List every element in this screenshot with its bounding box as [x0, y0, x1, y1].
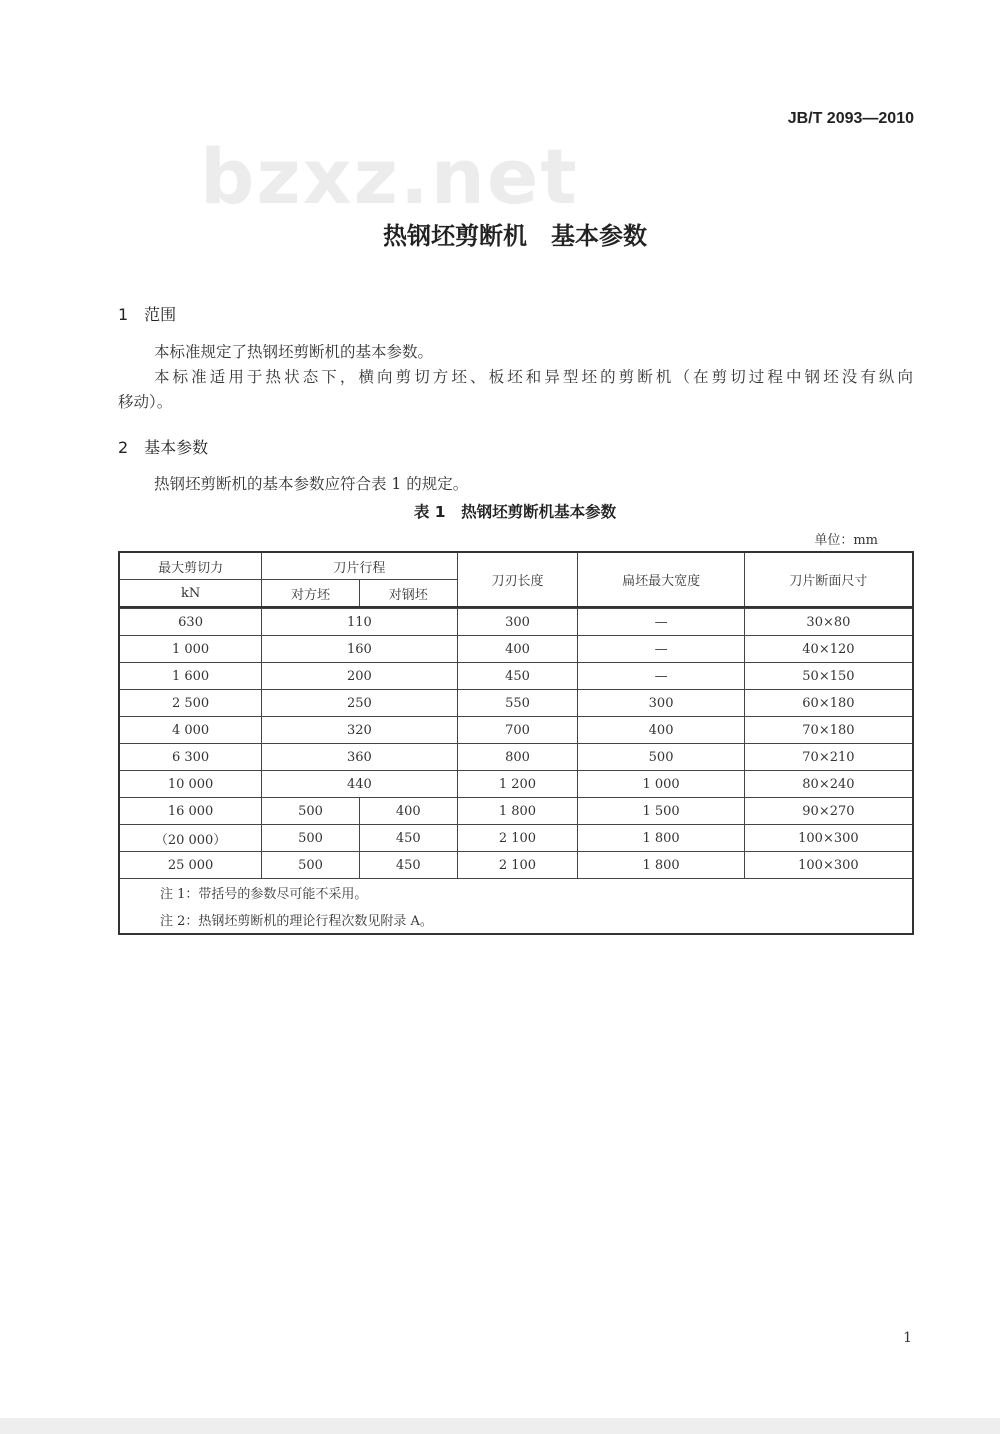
cell-stroke-square: 500: [262, 798, 360, 825]
watermark: bzxz.net: [200, 132, 579, 221]
cell-blade-section: 50×150: [744, 663, 913, 690]
cell-blade-section: 100×300: [744, 825, 913, 852]
cell-slab-width: 400: [578, 717, 745, 744]
bottom-bar: [0, 1418, 1000, 1434]
table-row: [119, 825, 913, 852]
paragraph: 热钢坯剪断机的基本参数应符合表 1 的规定。: [154, 475, 469, 493]
cell-blade-section: 60×180: [744, 690, 913, 717]
cell-blade-length: 2 100: [457, 852, 578, 879]
cell-blade-section: 30×80: [744, 609, 913, 636]
header-stroke: 刀片行程: [262, 552, 458, 580]
cell-force: 6 300: [119, 744, 262, 771]
cell-slab-width: 1 000: [578, 771, 745, 798]
cell-blade-length: 800: [457, 744, 578, 771]
paragraph: 本标准适用于热状态下，横向剪切方坯、板坯和异型坯的剪断机（在剪切过程中钢坯没有纵向: [154, 368, 913, 386]
cell-slab-width: 300: [578, 690, 745, 717]
cell-blade-length: 300: [457, 609, 578, 636]
header-force-unit: kN: [119, 580, 262, 608]
cell-force: 1 600: [119, 663, 262, 690]
cell-blade-section: 80×240: [744, 771, 913, 798]
table-note: 注 2：热钢坯剪断机的理论行程次数见附录 A。: [119, 906, 913, 934]
table-row: [119, 771, 913, 798]
cell-stroke-steel: 450: [359, 852, 457, 879]
section-1-heading: 1 范围: [118, 305, 177, 324]
cell-blade-length: 1 200: [457, 771, 578, 798]
cell-blade-length: 2 100: [457, 825, 578, 852]
header-force: 最大剪切力: [119, 552, 262, 580]
cell-blade-length: 1 800: [457, 798, 578, 825]
header-slab-width: 扁坯最大宽度: [578, 552, 745, 607]
cell-blade-length: 550: [457, 690, 578, 717]
cell-stroke: 200: [262, 663, 458, 690]
cell-slab-width: —: [578, 636, 745, 663]
cell-stroke: 440: [262, 771, 458, 798]
table-row: [119, 717, 913, 744]
cell-stroke: 110: [262, 609, 458, 636]
cell-slab-width: —: [578, 663, 745, 690]
cell-blade-section: 100×300: [744, 852, 913, 879]
table-row: [119, 852, 913, 879]
section-2-heading: 2 基本参数: [118, 438, 209, 457]
cell-force: 10 000: [119, 771, 262, 798]
cell-blade-section: 90×270: [744, 798, 913, 825]
cell-stroke: 320: [262, 717, 458, 744]
cell-force: 16 000: [119, 798, 262, 825]
cell-stroke-steel: 450: [359, 825, 457, 852]
table-row: [119, 636, 913, 663]
header-stroke-square: 对方坯: [262, 580, 360, 608]
paragraph: 本标准规定了热钢坯剪断机的基本参数。: [154, 343, 434, 361]
cell-force: 25 000: [119, 852, 262, 879]
cell-force: （20 000）: [119, 825, 262, 852]
table-row: [119, 744, 913, 771]
cell-stroke: 250: [262, 690, 458, 717]
cell-blade-section: 70×180: [744, 717, 913, 744]
section-1-body: [118, 340, 913, 415]
standard-number: JB/T 2093—2010: [787, 110, 914, 127]
cell-force: 4 000: [119, 717, 262, 744]
cell-stroke: 360: [262, 744, 458, 771]
cell-blade-length: 450: [457, 663, 578, 690]
header-stroke-steel: 对钢坯: [359, 580, 457, 608]
table-row: [119, 609, 913, 636]
cell-blade-section: 70×210: [744, 744, 913, 771]
cell-stroke: 160: [262, 636, 458, 663]
cell-stroke-square: 500: [262, 825, 360, 852]
cell-blade-section: 40×120: [744, 636, 913, 663]
cell-force: 1 000: [119, 636, 262, 663]
cell-slab-width: —: [578, 609, 745, 636]
page-number: 1: [903, 1330, 912, 1346]
table-row: [119, 798, 913, 825]
cell-slab-width: 1 800: [578, 852, 745, 879]
paragraph: 移动）。: [118, 393, 173, 411]
table-note: 注 1：带括号的参数尽可能不采用。: [119, 879, 913, 907]
header-blade-section: 刀片断面尺寸: [744, 552, 913, 607]
cell-slab-width: 1 800: [578, 825, 745, 852]
table-row: [119, 690, 913, 717]
cell-stroke-steel: 400: [359, 798, 457, 825]
cell-blade-length: 700: [457, 717, 578, 744]
section-2-body: [118, 472, 913, 497]
document-title: 热钢坯剪断机 基本参数: [383, 222, 647, 250]
cell-slab-width: 1 500: [578, 798, 745, 825]
cell-force: 630: [119, 609, 262, 636]
header-blade-length: 刀刃长度: [457, 552, 578, 607]
table-unit: 单位：mm: [814, 533, 878, 548]
cell-blade-length: 400: [457, 636, 578, 663]
cell-force: 2 500: [119, 690, 262, 717]
table-caption: 表 1 热钢坯剪断机基本参数: [413, 503, 617, 521]
cell-stroke-square: 500: [262, 852, 360, 879]
table-row: [119, 663, 913, 690]
cell-slab-width: 500: [578, 744, 745, 771]
parameter-table: [118, 551, 914, 935]
